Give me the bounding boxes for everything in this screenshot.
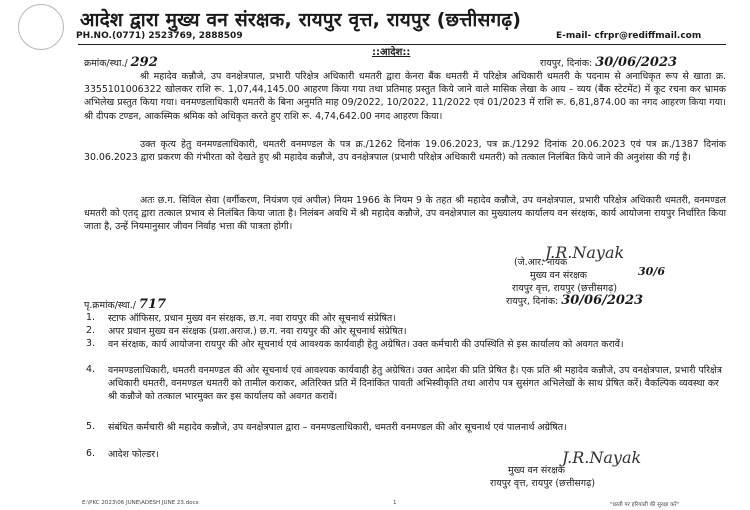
order-date-label: रायपुर, दिनांक: [540, 58, 593, 69]
copy-item-text: संबंधित कर्मचारी श्री महादेव कन्नौजे, उप वनक्षेत्रपाल द्वारा – वनमण्डलाधिकारी, धमतरी वनमण्डल की ओर सूचनार्थ एवं पालनार्थ अग्रेषित। [108, 422, 567, 433]
paragraph-3: अतः छ.ग. सिविल सेवा (वर्गीकरण, नियंत्रण एवं अपील) नियम 1966 के नियम 9 के तहत श्री महादेव कन्नौजे, उप वनक्षेत्रपाल, प्रभारी परिक्षेत्र अधिकारी धमतरी, वनमण्डल धमतरी को एतद् द्वारा तत्काल प्रभाव से निलंबित किया जाता है। निलंबन अवधि में श्री महादेव कन्नौजे, उप वनक्षेत्रपाल का मुख्यालय कार्यालय वन संरक्षक, कार्य आयोजना रायपुर निर्धारित किया जाता है, उन्हें नियमानुसार जीवन निर्वाह भत्ता की पात्रता होगी। [84, 195, 726, 233]
letterhead-email: E-mail- cfrpr@rediffmail.com [556, 31, 702, 41]
endorsement-number: 717 [138, 297, 167, 312]
signatory-office-2: रायपुर वृत्त, रायपुर (छत्तीसगढ़) [490, 478, 596, 489]
signatory-designation-2: मुख्य वन संरक्षक [508, 465, 565, 476]
copy-item-text: स्टाफ ऑफिसर, प्रधान मुख्य वन संरक्षक, छ.ग. नवा रायपुर की ओर सूचनार्थ संप्रेषित। [108, 313, 396, 324]
reference-label: क्रमांक/स्था./ [84, 58, 128, 69]
signature-scribble-1: J.R.Nayak [545, 243, 625, 262]
reference-number: 292 [130, 55, 158, 70]
paragraph-2: उक्त कृत्य हेतु वनमण्डलाधिकारी, धमतरी वनमण्डल के पत्र क्र./1262 दिनांक 19.06.2023, पत्र क्र./1292 दिनांक 20.06.2023 एवं पत्र क्र./1387 दिनांक 30.06.2023 द्वारा प्रकरण की गंभीरता को देखते हुए श्री महादेव कन्नौजे, उप वनक्षेत्रपाल (प्रभारी परिक्षेत्र अधिकारी धमतरी) को तत्काल निलंबित किये जाने की अनुशंसा की गई है। [84, 139, 726, 164]
signature-date: 30/06/2023 [561, 293, 644, 308]
copy-item-number: 5. [86, 421, 95, 432]
emblem-icon [18, 4, 64, 50]
signature-date-label: रायपुर, दिनांक: [506, 296, 559, 307]
footer-slogan: "धरती पर हरियाली की सुरक्षा करें" [610, 502, 680, 508]
letterhead-title: आदेश द्वारा मुख्य वन संरक्षक, रायपुर वृत्त, रायपुर (छत्तीसगढ़) [80, 9, 522, 31]
order-date: 30/06/2023 [595, 55, 678, 70]
copy-item-text: वनमण्डलाधिकारी, धमतरी वनमण्डल की ओर सूचनार्थ एवं आवश्यक कार्यवाही हेतु अग्रेषित। उक्त आदेश की प्रति प्रेषित है। एक प्रति श्री महादेव कन्नौजे, उप वनक्षेत्रपाल, प्रभारी परिक्षेत्र अधिकारी धमतरी, वनमण्डल धमतरी को तामील कराकर, अतिरिक्त प्रति में दिनांकित पावती अभिस्वीकृति तथा आरोप पत्र सुसंगत अभिलेखों के साथ प्रेषित करें। वैकल्पिक व्यवस्था कर श्री कन्नौजे को तत्काल भारमुक्त कर इस कार्यालय को अवगत करावें। [108, 365, 722, 403]
copy-item-number: 4. [86, 364, 95, 375]
copy-item-text: वन संरक्षक, कार्य आयोजना रायपुर की ओर सूचनार्थ एवं आवश्यक कार्यवाही हेतु अग्रेषित। उक्त कर्मचारी की उपस्थिति से इस कार्यालय को अवगत करावें। [108, 339, 624, 350]
paragraph-1: श्री महादेव कन्नौजे, उप वनक्षेत्रपाल, प्रभारी परिक्षेत्र अधिकारी धमतरी द्वारा केनरा बैंक धमतरी में परिक्षेत्र अधिकारी धमतरी के पदनाम से अनाधिकृत रूप से खाता क्र. 3355101006322 खोलकर राशि रू. 1,07,44,145.00 आहरण किया गया तथा प्रतिमाह प्रस्तुत किये जाने वाले मासिक लेखा के आय – व्यय (बैंक स्टेटमेंट) में कूट रचना कर भ्रामक अभिलेख प्रस्तुत किया गया। वनमण्डलाधिकारी धमतरी के बिना अनुमति माह 09/2022, 10/2022, 11/2022 एवं 01/2023 में राशि रू. 6,81,874.00 का नगद आहरण किया गया। श्री दीपक टण्डन, आकस्मिक श्रमिक को अधिकृत करते हुए राशि रू. 4,74,642.00 नगद आहरण किया। [84, 71, 726, 122]
letterhead-phone: PH.NO.(0771) 2523769, 2888509 [76, 31, 243, 41]
order-heading: ::आदेश:: [372, 47, 411, 58]
copy-item-number: 3. [86, 338, 95, 349]
copy-item-number: 6. [86, 448, 95, 459]
copy-item-number: 1. [86, 312, 95, 323]
signatory-designation: मुख्य वन संरक्षक [530, 270, 587, 281]
endorsement-label: पृ.क्रमांक/स्था./ [84, 300, 136, 311]
signatory-name: (जे.आर. नायक [514, 257, 568, 268]
copy-item-text: आदेश फोल्डर। [108, 449, 159, 460]
copy-item-text: अपर प्रधान मुख्य वन संरक्षक (प्रशा.अराज.) छ.ग. नवा रायपुर की ओर सूचनार्थ संप्रेषित। [108, 326, 407, 337]
endorsement-line [84, 298, 166, 312]
signature-date-line [506, 294, 643, 308]
signature-initial-mark: 30/6 [638, 265, 665, 278]
signatory-office: रायपुर वृत्त, रायपुर (छत्तीसगढ़) [512, 283, 618, 294]
footer-file-path: E:\PKC 2023\06 JUNE\ADESH JUNE 23.docx [82, 500, 199, 506]
copy-item-number: 2. [86, 325, 95, 336]
footer-page-number: 1 [393, 500, 397, 506]
order-date-line [540, 56, 677, 70]
reference-line [84, 56, 158, 70]
signature-scribble-2: J.R.Nayak [562, 448, 642, 467]
